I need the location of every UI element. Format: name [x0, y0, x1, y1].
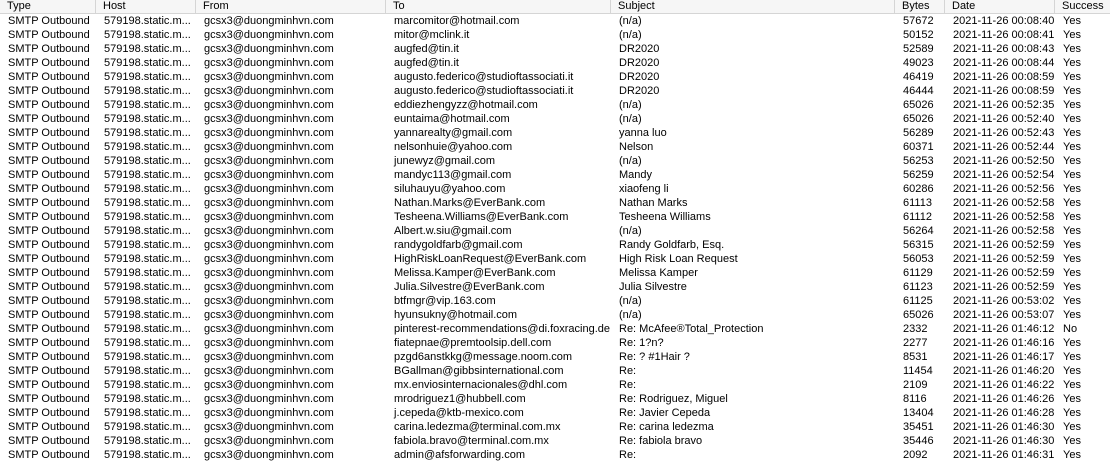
subject-cell: (n/a) [619, 15, 642, 27]
type-cell: SMTP Outbound [8, 99, 90, 111]
subject-cell: DR2020 [619, 71, 660, 83]
column-header-from[interactable]: From [196, 0, 386, 13]
type-cell: SMTP Outbound [8, 225, 90, 237]
host-cell: 579198.static.m... [104, 295, 191, 307]
to-cell: randygoldfarb@gmail.com [394, 239, 523, 251]
subject-cell: Re: McAfee®Total_Protection [619, 323, 764, 335]
host-cell: 579198.static.m... [104, 43, 191, 55]
host-cell: 579198.static.m... [104, 351, 191, 363]
to-cell: pinterest-recommendations@di.foxracing.de [394, 323, 610, 335]
from-cell: gcsx3@duongminhvn.com [204, 127, 334, 139]
date-cell: 2021-11-26 00:52:50 [953, 155, 1055, 167]
from-cell: gcsx3@duongminhvn.com [204, 379, 334, 391]
to-cell: Melissa.Kamper@EverBank.com [394, 267, 556, 279]
host-cell: 579198.static.m... [104, 99, 191, 111]
type-cell: SMTP Outbound [8, 267, 90, 279]
date-cell: 2021-11-26 00:08:59 [953, 71, 1055, 83]
type-cell: SMTP Outbound [8, 449, 90, 461]
from-cell: gcsx3@duongminhvn.com [204, 225, 334, 237]
type-cell: SMTP Outbound [8, 323, 90, 335]
to-cell: augfed@tin.it [394, 57, 459, 69]
bytes-cell: 60286 [903, 183, 934, 195]
to-cell: mrodriguez1@hubbell.com [394, 393, 526, 405]
host-cell: 579198.static.m... [104, 323, 191, 335]
type-cell: SMTP Outbound [8, 141, 90, 153]
bytes-cell: 65026 [903, 113, 934, 125]
success-cell: Yes [1063, 15, 1081, 27]
log-rows [0, 14, 1110, 462]
subject-cell: Re: ? #1Hair ? [619, 351, 690, 363]
success-cell: Yes [1063, 365, 1081, 377]
date-cell: 2021-11-26 01:46:20 [953, 365, 1055, 377]
type-cell: SMTP Outbound [8, 169, 90, 181]
to-cell: mandyc113@gmail.com [394, 169, 512, 181]
table-row[interactable] [0, 406, 1110, 420]
subject-cell: Tesheena Williams [619, 211, 711, 223]
subject-cell: (n/a) [619, 309, 642, 321]
subject-cell: Re: carina ledezma [619, 421, 714, 433]
to-cell: yannarealty@gmail.com [394, 127, 513, 139]
to-cell: mitor@mclink.it [394, 29, 470, 41]
host-cell: 579198.static.m... [104, 85, 191, 97]
bytes-cell: 8531 [903, 351, 928, 363]
success-cell: Yes [1063, 435, 1081, 447]
to-cell: Julia.Silvestre@EverBank.com [394, 281, 545, 293]
date-cell: 2021-11-26 01:46:26 [953, 393, 1055, 405]
host-cell: 579198.static.m... [104, 281, 191, 293]
table-row[interactable] [0, 224, 1110, 238]
column-header-to[interactable]: To [386, 0, 611, 13]
type-cell: SMTP Outbound [8, 85, 90, 97]
bytes-cell: 65026 [903, 309, 934, 321]
to-cell: Tesheena.Williams@EverBank.com [394, 211, 569, 223]
table-row[interactable] [0, 238, 1110, 252]
success-cell: Yes [1063, 71, 1081, 83]
success-cell: Yes [1063, 43, 1081, 55]
type-cell: SMTP Outbound [8, 351, 90, 363]
bytes-cell: 11454 [903, 365, 933, 377]
success-cell: Yes [1063, 57, 1081, 69]
bytes-cell: 56259 [903, 169, 934, 181]
host-cell: 579198.static.m... [104, 183, 191, 195]
bytes-cell: 2277 [903, 337, 928, 349]
table-row[interactable] [0, 84, 1110, 98]
subject-cell: Re: Rodriguez, Miguel [619, 393, 728, 405]
table-row[interactable] [0, 420, 1110, 434]
table-row[interactable] [0, 196, 1110, 210]
bytes-cell: 46419 [903, 71, 934, 83]
from-cell: gcsx3@duongminhvn.com [204, 365, 334, 377]
date-cell: 2021-11-26 01:46:30 [953, 435, 1055, 447]
date-cell: 2021-11-26 01:46:31 [953, 449, 1055, 461]
host-cell: 579198.static.m... [104, 253, 191, 265]
date-cell: 2021-11-26 00:52:56 [953, 183, 1055, 195]
subject-cell: Re: fabiola bravo [619, 435, 703, 447]
bytes-cell: 8116 [903, 393, 927, 405]
date-cell: 2021-11-26 01:46:12 [953, 323, 1055, 335]
host-cell: 579198.static.m... [104, 337, 191, 349]
bytes-cell: 61113 [903, 197, 932, 209]
column-header-host[interactable]: Host [96, 0, 196, 13]
type-cell: SMTP Outbound [8, 29, 90, 41]
from-cell: gcsx3@duongminhvn.com [204, 15, 334, 27]
to-cell: carina.ledezma@terminal.com.mx [394, 421, 561, 433]
success-cell: Yes [1063, 295, 1081, 307]
type-cell: SMTP Outbound [8, 295, 90, 307]
to-cell: augusto.federico@studioftassociati.it [394, 85, 574, 97]
subject-cell: (n/a) [619, 155, 642, 167]
host-cell: 579198.static.m... [104, 57, 191, 69]
table-row[interactable] [0, 28, 1110, 42]
subject-cell: High Risk Loan Request [619, 253, 738, 265]
table-row[interactable] [0, 378, 1110, 392]
table-row[interactable] [0, 336, 1110, 350]
date-cell: 2021-11-26 01:46:17 [953, 351, 1055, 363]
success-cell: Yes [1063, 393, 1081, 405]
date-cell: 2021-11-26 00:52:59 [953, 253, 1055, 265]
to-cell: mx.enviosinternacionales@dhl.com [394, 379, 568, 391]
table-row[interactable] [0, 322, 1110, 336]
subject-cell: Re: 1?n? [619, 337, 664, 349]
table-row[interactable] [0, 308, 1110, 322]
date-cell: 2021-11-26 00:08:43 [953, 43, 1055, 55]
date-cell: 2021-11-26 00:52:58 [953, 197, 1055, 209]
date-cell: 2021-11-26 00:08:59 [953, 85, 1055, 97]
type-cell: SMTP Outbound [8, 239, 90, 251]
table-row[interactable] [0, 182, 1110, 196]
column-header-success[interactable]: Success [1055, 0, 1110, 13]
from-cell: gcsx3@duongminhvn.com [204, 113, 334, 125]
to-cell: eddiezhengyzz@hotmail.com [394, 99, 538, 111]
from-cell: gcsx3@duongminhvn.com [204, 267, 334, 279]
bytes-cell: 61125 [903, 295, 933, 307]
success-cell: Yes [1063, 337, 1081, 349]
from-cell: gcsx3@duongminhvn.com [204, 351, 334, 363]
type-cell: SMTP Outbound [8, 421, 90, 433]
subject-cell: Re: [619, 449, 637, 461]
bytes-cell: 2092 [903, 449, 928, 461]
table-row[interactable] [0, 168, 1110, 182]
success-cell: Yes [1063, 113, 1081, 125]
table-row[interactable] [0, 154, 1110, 168]
date-cell: 2021-11-26 00:08:40 [953, 15, 1055, 27]
table-row[interactable] [0, 126, 1110, 140]
success-cell: Yes [1063, 253, 1081, 265]
to-cell: pzgd6anstkkg@message.noom.com [394, 351, 573, 363]
date-cell: 2021-11-26 01:46:22 [953, 379, 1055, 391]
column-header-date[interactable]: Date [945, 0, 1055, 13]
success-cell: Yes [1063, 141, 1081, 153]
table-row[interactable] [0, 280, 1110, 294]
from-cell: gcsx3@duongminhvn.com [204, 309, 334, 321]
success-cell: Yes [1063, 267, 1081, 279]
from-cell: gcsx3@duongminhvn.com [204, 43, 334, 55]
bytes-cell: 61123 [903, 281, 933, 293]
subject-cell: Julia Silvestre [619, 281, 687, 293]
from-cell: gcsx3@duongminhvn.com [204, 295, 334, 307]
to-cell: siluhauyu@yahoo.com [394, 183, 506, 195]
host-cell: 579198.static.m... [104, 225, 191, 237]
subject-cell: DR2020 [619, 57, 660, 69]
bytes-cell: 13404 [903, 407, 934, 419]
success-cell: Yes [1063, 127, 1081, 139]
host-cell: 579198.static.m... [104, 155, 191, 167]
type-cell: SMTP Outbound [8, 113, 90, 125]
type-cell: SMTP Outbound [8, 57, 90, 69]
table-row[interactable] [0, 70, 1110, 84]
date-cell: 2021-11-26 00:52:43 [953, 127, 1055, 139]
table-row[interactable] [0, 112, 1110, 126]
table-row[interactable] [0, 392, 1110, 406]
from-cell: gcsx3@duongminhvn.com [204, 169, 334, 181]
from-cell: gcsx3@duongminhvn.com [204, 183, 334, 195]
success-cell: Yes [1063, 29, 1081, 41]
table-row[interactable] [0, 364, 1110, 378]
from-cell: gcsx3@duongminhvn.com [204, 239, 334, 251]
type-cell: SMTP Outbound [8, 211, 90, 223]
table-row[interactable] [0, 448, 1110, 462]
type-cell: SMTP Outbound [8, 155, 90, 167]
to-cell: junewyz@gmail.com [394, 155, 496, 167]
subject-cell: Nathan Marks [619, 197, 688, 209]
subject-cell: Mandy [619, 169, 653, 181]
date-cell: 2021-11-26 00:52:59 [953, 281, 1055, 293]
host-cell: 579198.static.m... [104, 15, 191, 27]
from-cell: gcsx3@duongminhvn.com [204, 449, 334, 461]
host-cell: 579198.static.m... [104, 239, 191, 251]
date-cell: 2021-11-26 00:08:41 [953, 29, 1055, 41]
type-cell: SMTP Outbound [8, 309, 90, 321]
bytes-cell: 56053 [903, 253, 934, 265]
table-row[interactable] [0, 210, 1110, 224]
subject-cell: (n/a) [619, 295, 642, 307]
date-cell: 2021-11-26 00:52:59 [953, 239, 1055, 251]
to-cell: admin@afsforwarding.com [394, 449, 525, 461]
success-cell: Yes [1063, 197, 1081, 209]
from-cell: gcsx3@duongminhvn.com [204, 337, 334, 349]
success-cell: Yes [1063, 379, 1081, 391]
subject-cell: Melissa Kamper [619, 267, 698, 279]
date-cell: 2021-11-26 00:53:07 [953, 309, 1055, 321]
success-cell: Yes [1063, 449, 1081, 461]
to-cell: Nathan.Marks@EverBank.com [394, 197, 546, 209]
to-cell: j.cepeda@ktb-mexico.com [394, 407, 524, 419]
success-cell: Yes [1063, 281, 1081, 293]
type-cell: SMTP Outbound [8, 43, 90, 55]
success-cell: No [1063, 323, 1078, 335]
success-cell: Yes [1063, 211, 1081, 223]
column-header-row [0, 0, 1110, 14]
to-cell: hyunsukny@hotmail.com [394, 309, 518, 321]
from-cell: gcsx3@duongminhvn.com [204, 421, 334, 433]
table-row[interactable] [0, 42, 1110, 56]
subject-cell: yanna luo [619, 127, 667, 139]
to-cell: marcomitor@hotmail.com [394, 15, 520, 27]
type-cell: SMTP Outbound [8, 379, 90, 391]
date-cell: 2021-11-26 01:46:16 [953, 337, 1055, 349]
subject-cell: (n/a) [619, 113, 642, 125]
subject-cell: Randy Goldfarb, Esq. [619, 239, 725, 251]
subject-cell: DR2020 [619, 85, 660, 97]
bytes-cell: 35451 [903, 421, 934, 433]
subject-cell: (n/a) [619, 225, 642, 237]
type-cell: SMTP Outbound [8, 407, 90, 419]
table-row[interactable] [0, 266, 1110, 280]
from-cell: gcsx3@duongminhvn.com [204, 85, 334, 97]
host-cell: 579198.static.m... [104, 211, 191, 223]
to-cell: HighRiskLoanRequest@EverBank.com [394, 253, 587, 265]
table-row[interactable] [0, 140, 1110, 154]
from-cell: gcsx3@duongminhvn.com [204, 211, 334, 223]
from-cell: gcsx3@duongminhvn.com [204, 393, 334, 405]
host-cell: 579198.static.m... [104, 365, 191, 377]
type-cell: SMTP Outbound [8, 253, 90, 265]
from-cell: gcsx3@duongminhvn.com [204, 71, 334, 83]
type-cell: SMTP Outbound [8, 15, 90, 27]
type-cell: SMTP Outbound [8, 197, 90, 209]
date-cell: 2021-11-26 00:52:35 [953, 99, 1055, 111]
type-cell: SMTP Outbound [8, 435, 90, 447]
from-cell: gcsx3@duongminhvn.com [204, 253, 334, 265]
from-cell: gcsx3@duongminhvn.com [204, 435, 334, 447]
host-cell: 579198.static.m... [104, 169, 191, 181]
date-cell: 2021-11-26 00:52:44 [953, 141, 1055, 153]
type-cell: SMTP Outbound [8, 127, 90, 139]
bytes-cell: 56253 [903, 155, 934, 167]
host-cell: 579198.static.m... [104, 113, 191, 125]
to-cell: btfmgr@vip.163.com [394, 295, 496, 307]
type-cell: SMTP Outbound [8, 393, 90, 405]
bytes-cell: 56264 [903, 225, 934, 237]
table-row[interactable] [0, 14, 1110, 28]
success-cell: Yes [1063, 155, 1081, 167]
bytes-cell: 61129 [903, 267, 933, 279]
bytes-cell: 49023 [903, 57, 934, 69]
from-cell: gcsx3@duongminhvn.com [204, 197, 334, 209]
bytes-cell: 35446 [903, 435, 934, 447]
bytes-cell: 50152 [903, 29, 934, 41]
from-cell: gcsx3@duongminhvn.com [204, 57, 334, 69]
bytes-cell: 57672 [903, 15, 934, 27]
success-cell: Yes [1063, 99, 1081, 111]
success-cell: Yes [1063, 225, 1081, 237]
from-cell: gcsx3@duongminhvn.com [204, 323, 334, 335]
to-cell: augusto.federico@studioftassociati.it [394, 71, 574, 83]
date-cell: 2021-11-26 00:52:58 [953, 225, 1055, 237]
host-cell: 579198.static.m... [104, 449, 191, 461]
host-cell: 579198.static.m... [104, 267, 191, 279]
success-cell: Yes [1063, 183, 1081, 195]
bytes-cell: 65026 [903, 99, 934, 111]
subject-cell: xiaofeng li [619, 183, 669, 195]
host-cell: 579198.static.m... [104, 421, 191, 433]
to-cell: fiatepnae@premtoolsip.dell.com [394, 337, 552, 349]
host-cell: 579198.static.m... [104, 141, 191, 153]
table-row[interactable] [0, 294, 1110, 308]
subject-cell: Nelson [619, 141, 654, 153]
success-cell: Yes [1063, 407, 1081, 419]
host-cell: 579198.static.m... [104, 29, 191, 41]
to-cell: euntaima@hotmail.com [394, 113, 510, 125]
bytes-cell: 61112 [903, 211, 932, 223]
subject-cell: (n/a) [619, 29, 642, 41]
to-cell: fabiola.bravo@terminal.com.mx [394, 435, 549, 447]
date-cell: 2021-11-26 00:52:59 [953, 267, 1055, 279]
from-cell: gcsx3@duongminhvn.com [204, 281, 334, 293]
host-cell: 579198.static.m... [104, 127, 191, 139]
table-row[interactable] [0, 350, 1110, 364]
success-cell: Yes [1063, 169, 1081, 181]
host-cell: 579198.static.m... [104, 71, 191, 83]
host-cell: 579198.static.m... [104, 379, 191, 391]
date-cell: 2021-11-26 00:08:44 [953, 57, 1055, 69]
date-cell: 2021-11-26 00:52:40 [953, 113, 1055, 125]
type-cell: SMTP Outbound [8, 281, 90, 293]
to-cell: BGallman@gibbsinternational.com [394, 365, 564, 377]
success-cell: Yes [1063, 309, 1081, 321]
bytes-cell: 2332 [903, 323, 928, 335]
from-cell: gcsx3@duongminhvn.com [204, 155, 334, 167]
date-cell: 2021-11-26 00:53:02 [953, 295, 1055, 307]
subject-cell: DR2020 [619, 43, 660, 55]
type-cell: SMTP Outbound [8, 337, 90, 349]
bytes-cell: 52589 [903, 43, 934, 55]
subject-cell: Re: [619, 379, 637, 391]
column-header-bytes[interactable]: Bytes [895, 0, 945, 13]
column-header-subject[interactable]: Subject [611, 0, 895, 13]
subject-cell: Re: [619, 365, 637, 377]
host-cell: 579198.static.m... [104, 407, 191, 419]
table-row[interactable] [0, 252, 1110, 266]
table-row[interactable] [0, 434, 1110, 448]
host-cell: 579198.static.m... [104, 309, 191, 321]
date-cell: 2021-11-26 01:46:28 [953, 407, 1055, 419]
to-cell: nelsonhuie@yahoo.com [394, 141, 513, 153]
bytes-cell: 56315 [903, 239, 934, 251]
date-cell: 2021-11-26 00:52:54 [953, 169, 1055, 181]
bytes-cell: 56289 [903, 127, 934, 139]
to-cell: Albert.w.siu@gmail.com [394, 225, 512, 237]
from-cell: gcsx3@duongminhvn.com [204, 29, 334, 41]
table-row[interactable] [0, 98, 1110, 112]
host-cell: 579198.static.m... [104, 393, 191, 405]
success-cell: Yes [1063, 239, 1081, 251]
success-cell: Yes [1063, 85, 1081, 97]
host-cell: 579198.static.m... [104, 197, 191, 209]
from-cell: gcsx3@duongminhvn.com [204, 141, 334, 153]
success-cell: Yes [1063, 351, 1081, 363]
table-row[interactable] [0, 56, 1110, 70]
bytes-cell: 46444 [903, 85, 934, 97]
success-cell: Yes [1063, 421, 1081, 433]
from-cell: gcsx3@duongminhvn.com [204, 99, 334, 111]
type-cell: SMTP Outbound [8, 365, 90, 377]
column-header-type[interactable]: Type [0, 0, 96, 13]
subject-cell: (n/a) [619, 99, 642, 111]
type-cell: SMTP Outbound [8, 183, 90, 195]
host-cell: 579198.static.m... [104, 435, 191, 447]
date-cell: 2021-11-26 00:52:58 [953, 211, 1055, 223]
from-cell: gcsx3@duongminhvn.com [204, 407, 334, 419]
type-cell: SMTP Outbound [8, 71, 90, 83]
bytes-cell: 2109 [903, 379, 928, 391]
subject-cell: Re: Javier Cepeda [619, 407, 711, 419]
to-cell: augfed@tin.it [394, 43, 459, 55]
bytes-cell: 60371 [903, 141, 934, 153]
date-cell: 2021-11-26 01:46:30 [953, 421, 1055, 433]
